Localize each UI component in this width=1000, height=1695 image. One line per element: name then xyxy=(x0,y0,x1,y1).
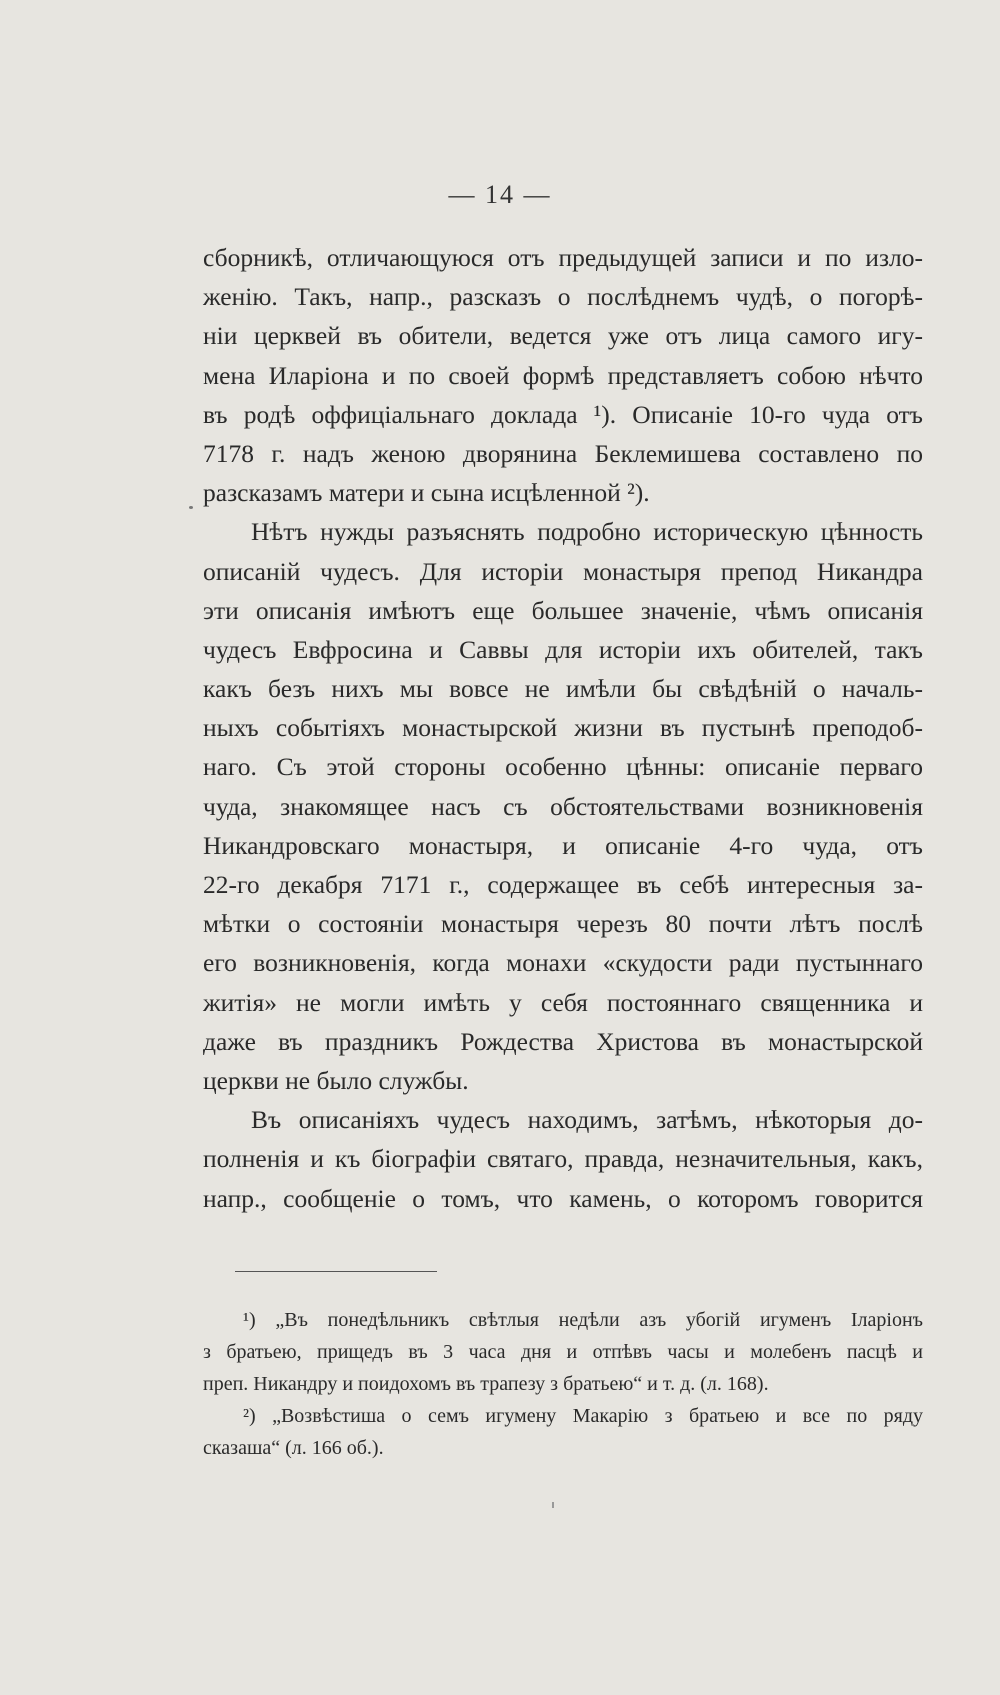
text-line: полненія и къ біографіи святаго, правда, незначительныя, какъ, xyxy=(203,1144,923,1174)
text-line: 22-го декабря 7171 г., содержащее въ себѣ интересныя за- xyxy=(203,870,923,899)
text-line: какъ безъ нихъ мы вовсе не имѣли бы свѣдѣній о началь- xyxy=(203,674,923,704)
text-line: сборникѣ, отличающуюся отъ предыдущей записи и по изло- xyxy=(203,243,923,272)
text-line: Нѣтъ нужды разъяснять подробно историческую цѣнность xyxy=(251,517,923,547)
footnote-line: преп. Никандру и поидохомъ въ трапезу з братьею“ и т. д. (л. 168). xyxy=(203,1373,769,1395)
footnotes xyxy=(203,1304,923,1464)
text-line: чудесъ Евфросина и Саввы для исторіи ихъ обителей, такъ xyxy=(203,634,923,664)
text-line: эти описанія имѣютъ еще большее значеніе, чѣмъ описанія xyxy=(203,595,923,625)
text-line: даже въ праздникъ Рождества Христова въ монастырской xyxy=(203,1026,923,1056)
text-line: мена Иларіона и по своей формѣ представляетъ собою нѣчто xyxy=(203,360,923,390)
text-line: житія» не могли имѣть у себя постояннаго священника и xyxy=(203,987,923,1017)
text-line: напр., сообщеніе о томъ, что камень, о которомъ говорится xyxy=(203,1183,923,1213)
text-line: Никандровскаго монастыря, и описаніе 4-го чуда, отъ xyxy=(203,830,923,860)
paper-speck xyxy=(189,506,193,509)
text-line: чуда, знакомящее насъ съ обстоятельствами возникновенія xyxy=(203,791,923,821)
footnote-line: сказаша“ (л. 166 об.). xyxy=(203,1437,384,1459)
text-line: мѣтки о состояніи монастыря черезъ 80 почти лѣтъ послѣ xyxy=(203,909,923,939)
footnote-line: ²) „Возвѣстиша о семъ игумену Макарію з братьею и все по ряду xyxy=(243,1405,923,1427)
footnote-line: з братьею, прищедъ въ 3 часа дня и отпѣвъ часы и молебенъ пасцѣ и xyxy=(203,1341,923,1363)
text-line: Въ описаніяхъ чудесъ находимъ, затѣмъ, нѣкоторыя до- xyxy=(251,1105,923,1135)
text-line: описаній чудесъ. Для исторіи монастыря препод Никандра xyxy=(203,556,923,586)
footnote-divider xyxy=(235,1271,437,1272)
text-line: въ родѣ оффиціальнаго доклада ¹). Описаніе 10-го чуда отъ xyxy=(203,399,923,429)
text-line: 7178 г. надъ женою дворянина Беклемишева составлено по xyxy=(203,438,923,468)
text-line: женію. Такъ, напр., разсказъ о послѣднемъ чудѣ, о погорѣ- xyxy=(203,282,923,312)
text-line: наго. Съ этой стороны особенно цѣнны: описаніе перваго xyxy=(203,752,923,782)
body-text xyxy=(203,238,923,1218)
text-line: его возникновенія, когда монахи «скудости ради пустыннаго xyxy=(203,948,923,978)
paper-speck xyxy=(552,1502,554,1508)
footnote-line: ¹) „Въ понедѣльникъ свѣтлыя недѣли азъ убогій игуменъ Іларіонъ xyxy=(243,1309,923,1331)
page-number: — 14 — xyxy=(448,180,552,209)
text-line: разсказамъ матери и сына исцѣленной ²). xyxy=(203,478,650,508)
text-line: ніи церквей въ обители, ведется уже отъ лица самого игу- xyxy=(203,321,923,351)
text-line: ныхъ событіяхъ монастырской жизни въ пустынѣ преподоб- xyxy=(203,713,923,743)
text-line: церкви не было службы. xyxy=(203,1065,469,1095)
